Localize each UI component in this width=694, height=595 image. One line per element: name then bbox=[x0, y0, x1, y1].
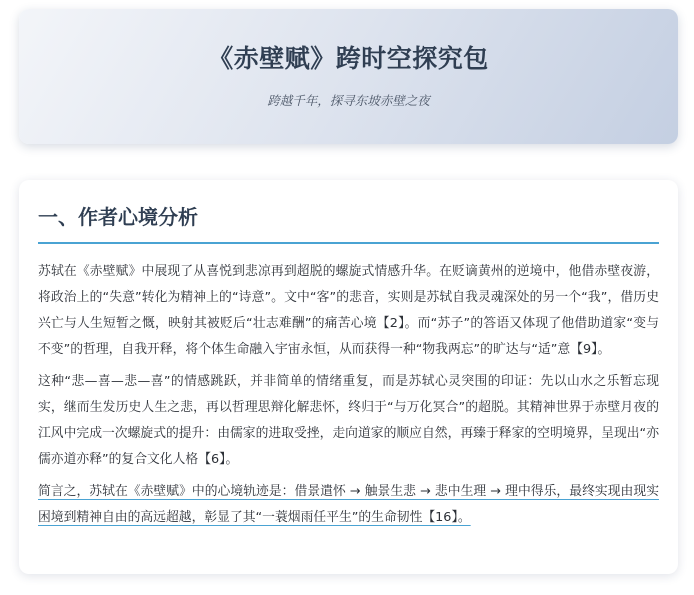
paragraph-2: 这种“悲—喜—悲—喜”的情感跳跃，并非简单的情绪重复，而是苏轼心灵突围的印证：先以山水之乐暂忘现实，继而生发历史人生之悲，再以哲理思辩化解悲怀，终归于“与万化冥合”的超脱。其精神世界于赤壁月夜的江风中完成一次螺旋式的提升：由儒家的进取受挫，走向道家的顺应自然，再臻于释家的空明境界，呈现出“亦儒亦道亦释”的复合文化人格【6】。 bbox=[38, 374, 659, 467]
page-subtitle: 跨越千年，探寻东坡赤壁之夜 bbox=[267, 93, 430, 108]
content-section bbox=[19, 180, 678, 574]
paragraph-1: 苏轼在《赤壁赋》中展现了从喜悦到悲凉再到超脱的螺旋式情感升华。在贬谪黄州的逆境中，他借赤壁夜游，将政治上的“失意”转化为精神上的“诗意”。文中“客”的悲音，实则是苏轼自我灵魂深处的另一个“我”，借历史兴亡与人生短暂之慨，映射其被贬后“壮志难酬”的痛苦心境【2】。而“苏子”的答语又体现了他借助道家“变与不变”的哲理，自我开释，将个体生命融入宇宙永恒，从而获得一种“物我两忘”的旷达与“适”意【9】。 bbox=[38, 264, 659, 357]
header-banner bbox=[19, 9, 678, 144]
page-title: 《赤壁赋》跨时空探究包 bbox=[208, 44, 489, 73]
summary-paragraph: 简言之，苏轼在《赤壁赋》中的心境轨迹是：借景遣怀 → 触景生悲 → 悲中生理 → 理中得乐，最终实现由现实困境到精神自由的高远超越，彰显了其“一蓑烟雨任平生”的生命韧性【16】。 bbox=[38, 484, 659, 525]
section-heading: 一、作者心境分析 bbox=[38, 201, 659, 244]
